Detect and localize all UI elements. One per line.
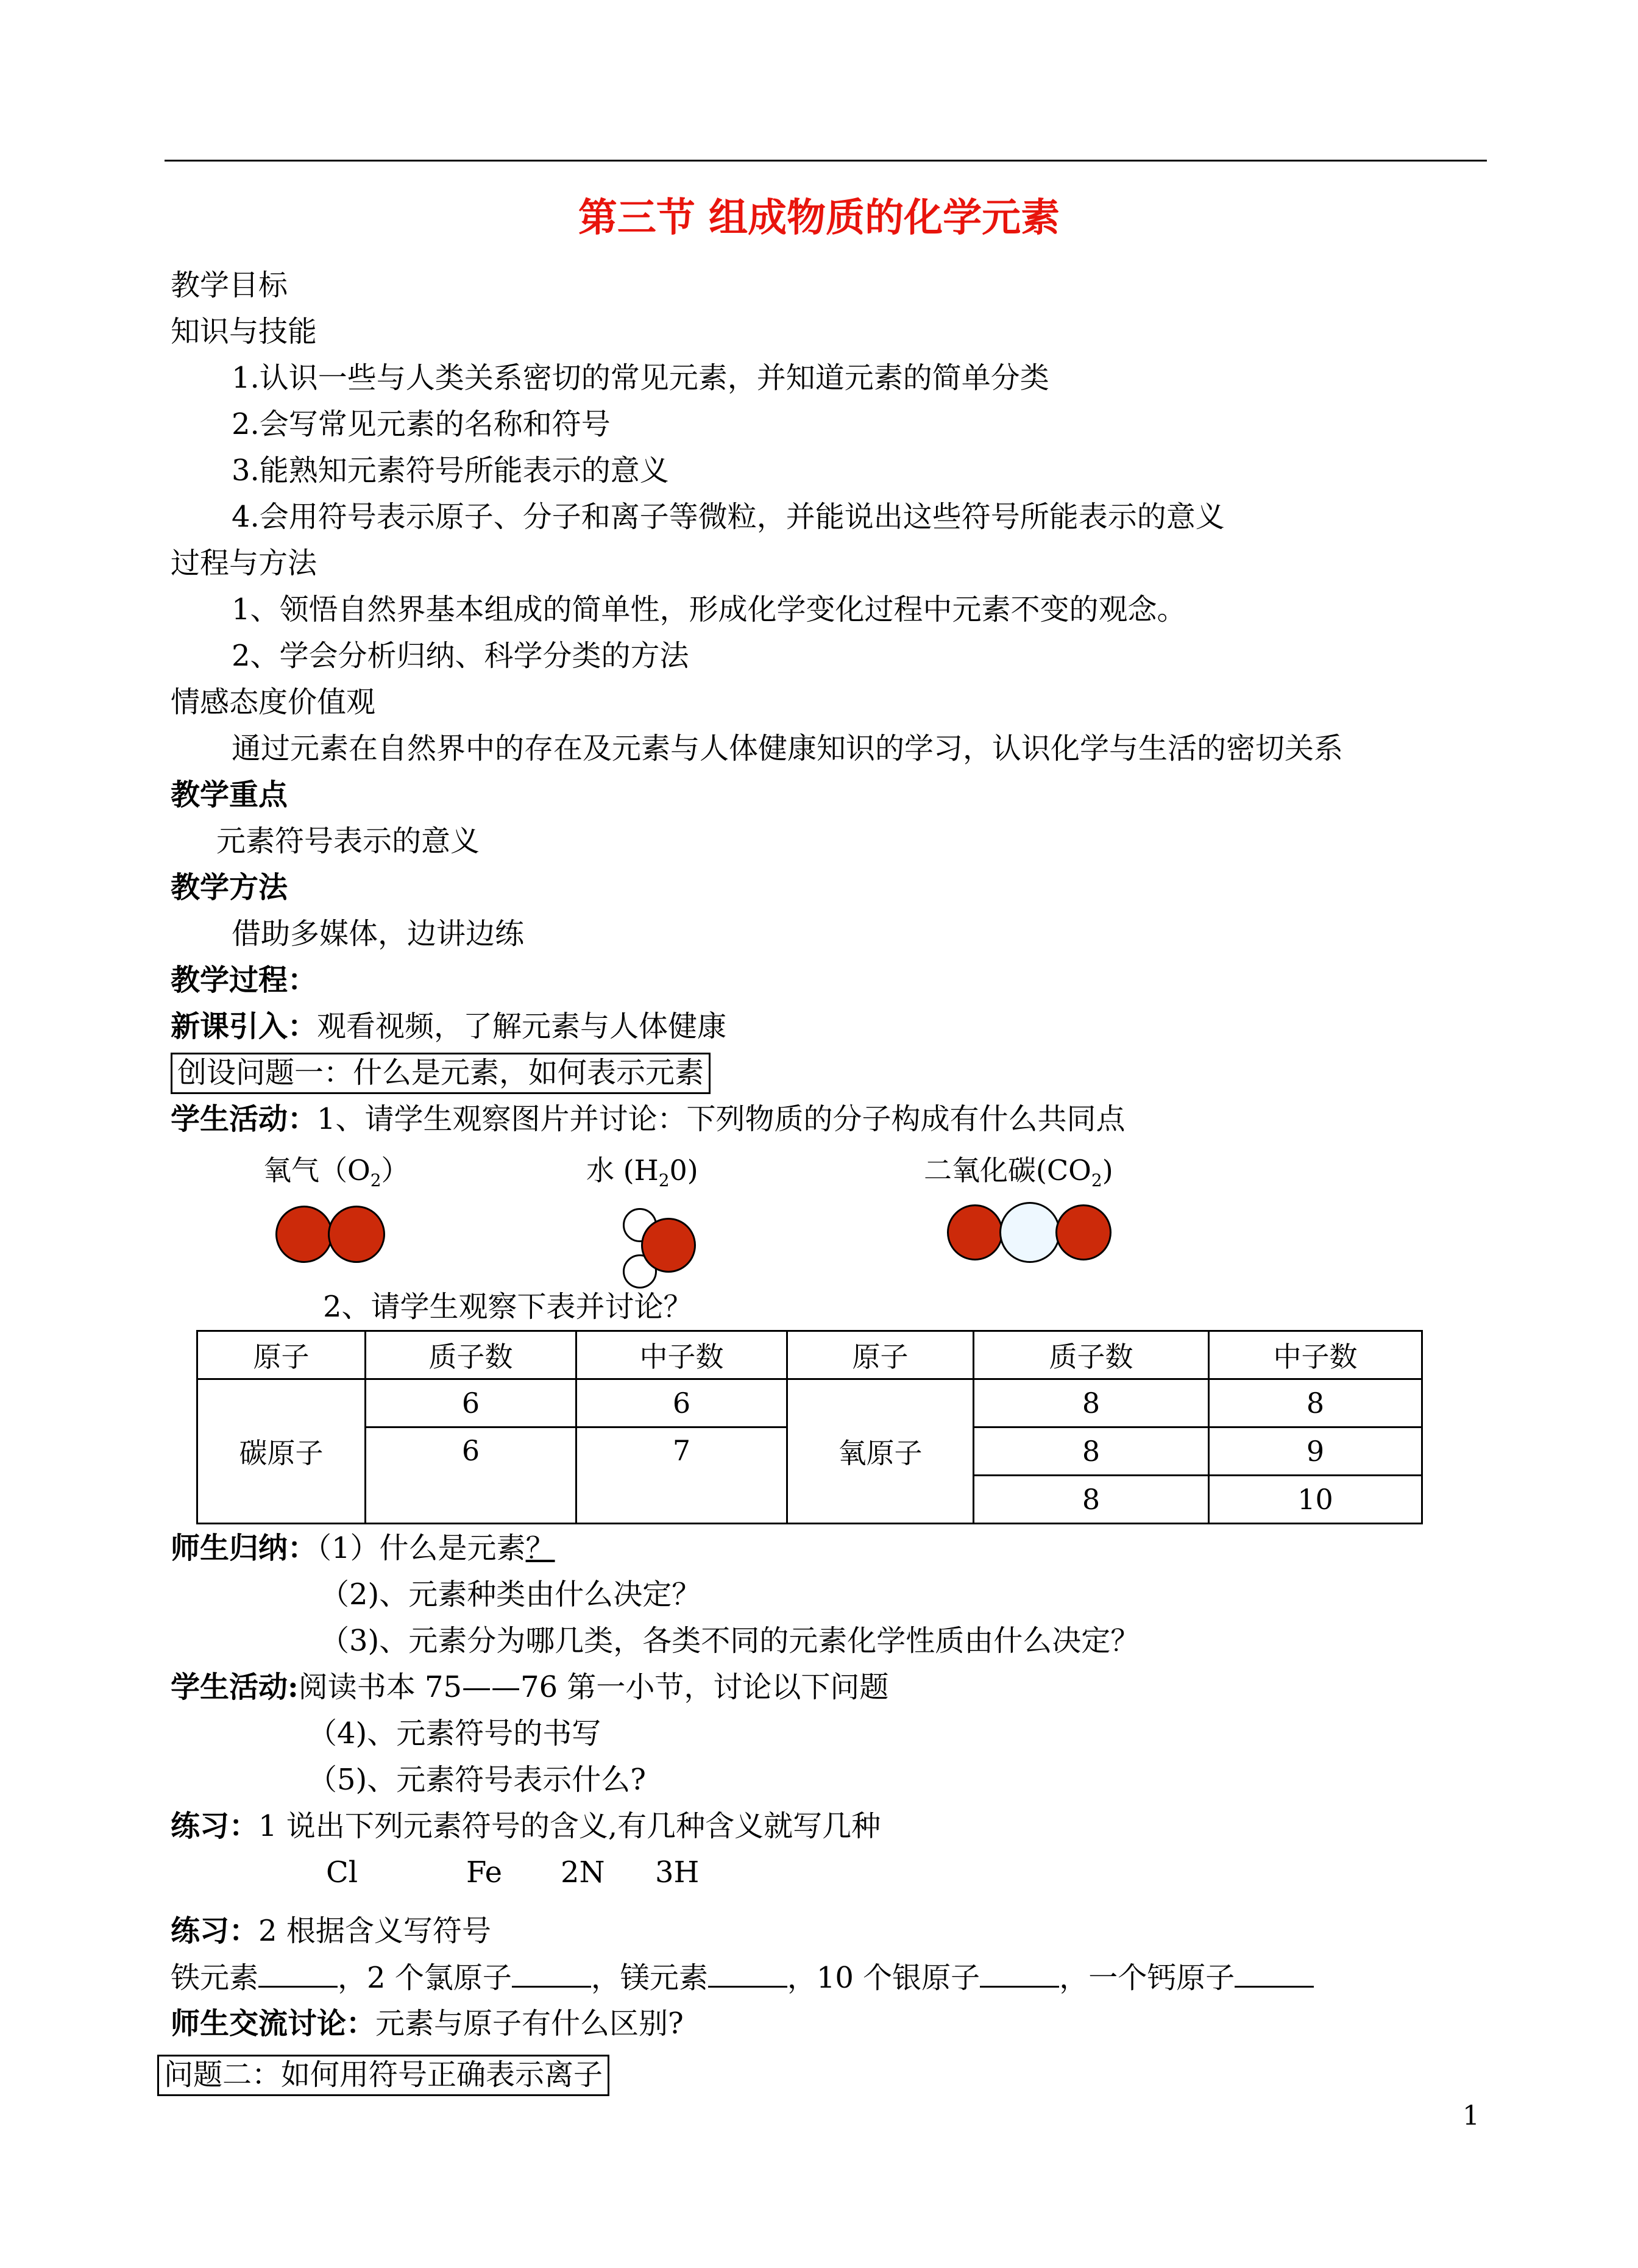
table-cell: 7	[576, 1427, 787, 1524]
table-header: 中子数	[576, 1331, 787, 1379]
knowledge-item: 4.会用符号表示原子、分子和离子等微粒，并能说出这些符号所能表示的意义	[232, 500, 1225, 534]
objectives-heading: 教学目标	[171, 268, 288, 302]
symbol: Fe	[466, 1855, 503, 1889]
page-title: 第三节 组成物质的化学元素	[578, 195, 1060, 241]
exercise-two-item: ，2 个氯原子	[338, 1961, 512, 1995]
oxygen-atom-circle	[328, 1206, 385, 1263]
question-one	[171, 1054, 711, 1091]
exercise-two-item: ，镁元素	[590, 1961, 708, 1995]
exercise-two-item: ，10 个银原子	[787, 1961, 980, 1995]
question-two-box: 问题二：如何用符号正确表示离子	[157, 2055, 609, 2096]
table-header: 原子	[197, 1331, 366, 1379]
question-one-box: 创设问题一：什么是元素，如何表示元素	[171, 1053, 711, 1094]
process-item: 1、领悟自然界基本组成的简单性，形成化学变化过程中元素不变的观念。	[232, 592, 1186, 627]
discussion-text: 元素与原子有什么区别?	[375, 2007, 684, 2041]
oxygen-label: 氧气$(O_2)$	[263, 1154, 410, 1191]
method-heading: 教学方法	[171, 870, 288, 905]
answer-blank[interactable]	[512, 1959, 591, 1988]
emotion-heading: 情感态度价值观	[171, 685, 376, 719]
table-row	[197, 1379, 1422, 1427]
summary-q3: （3)、元素分为哪几类，各类不同的元素化学性质由什么决定？	[320, 1624, 1140, 1658]
atom-table	[196, 1330, 1423, 1524]
exercise-one-text: 1 说出下列元素符号的含义,有几种含义就写几种	[258, 1809, 881, 1843]
activity-two-text: 2、请学生观察下表并讨论？	[323, 1290, 693, 1324]
symbol: Cl	[326, 1855, 358, 1889]
carbon-atom-cell: 碳原子	[197, 1379, 366, 1524]
exercise-one-line	[171, 1808, 881, 1844]
water-label: 水 $(H_20)$	[586, 1154, 698, 1191]
question-two	[157, 2056, 609, 2093]
answer-blank[interactable]	[980, 1959, 1059, 1988]
intro-line	[171, 1008, 726, 1045]
table-cell: 8	[974, 1476, 1209, 1524]
exercise-two-item: 铁元素	[171, 1961, 259, 1995]
symbol: 2N	[561, 1855, 605, 1889]
exercise-two-items	[171, 1959, 1314, 1996]
table-header: 原子	[787, 1331, 974, 1379]
key-points-text: 元素符号表示的意义	[216, 824, 480, 858]
table-cell: 10	[1209, 1476, 1422, 1524]
knowledge-item: 1.认识一些与人类关系密切的常见元素，并知道元素的简单分类	[232, 361, 1049, 395]
table-header-row	[197, 1331, 1422, 1379]
activity-one-text: 1、请学生观察图片并讨论：下列物质的分子构成有什么共同点	[317, 1102, 1126, 1136]
method-text: 借助多媒体，边讲边练	[232, 917, 525, 951]
activity-three-q4: （4)、元素符号的书写	[308, 1716, 601, 1751]
table-header: 质子数	[366, 1331, 576, 1379]
summary-label: 师生归纳：	[171, 1531, 317, 1565]
discussion-label: 师生交流讨论：	[171, 2007, 376, 2041]
answer-blank[interactable]	[1235, 1959, 1314, 1988]
knowledge-item: 2.会写常见元素的名称和符号	[232, 407, 611, 441]
table-cell: 6	[366, 1427, 576, 1524]
symbol: 3H	[655, 1855, 700, 1889]
table-header: 质子数	[974, 1331, 1209, 1379]
table-cell: 8	[1209, 1379, 1422, 1427]
table-cell: 8	[974, 1427, 1209, 1476]
oxygen-atom-circle	[1055, 1204, 1112, 1260]
page-number: 1	[1462, 2100, 1480, 2131]
emotion-text: 通过元素在自然界中的存在及元素与人体健康知识的学习，认识化学与生活的密切关系	[232, 731, 1344, 766]
discussion-line	[171, 2005, 684, 2042]
exercise-two-label: 练习：	[171, 1914, 259, 1948]
summary-line	[171, 1530, 555, 1566]
oxygen-atom-circle	[275, 1206, 333, 1263]
oxygen-atom-circle	[947, 1204, 1003, 1260]
activity-three-text: 阅读书本 75——76 第一小节，讨论以下问题	[298, 1670, 889, 1704]
activity-one-label: 学生活动：	[171, 1102, 317, 1136]
activity-three-q5: （5)、元素符号表示什么?	[308, 1763, 647, 1797]
exercise-two-text: 2 根据含义写符号	[258, 1914, 491, 1948]
exercise-two-item: ，一个钙原子	[1059, 1961, 1235, 1995]
activity-one-line	[171, 1101, 1126, 1137]
knowledge-item: 3.能熟知元素符号所能表示的意义	[232, 453, 669, 488]
knowledge-heading: 知识与技能	[171, 315, 317, 349]
intro-text: 观看视频，了解元素与人体健康	[317, 1009, 727, 1043]
summary-q1: （1）什么是元素	[317, 1531, 526, 1565]
oxygen-atom-circle	[641, 1218, 696, 1273]
header-rule	[165, 160, 1487, 162]
summary-q2: （2)、元素种类由什么决定？	[320, 1577, 701, 1612]
co2-label: 二氧化碳$(CO_2)$	[924, 1154, 1113, 1191]
answer-blank[interactable]	[258, 1959, 338, 1988]
intro-label: 新课引入：	[171, 1009, 317, 1043]
table-cell: 6	[576, 1379, 787, 1427]
activity-three-line	[171, 1669, 888, 1705]
exercise-one-label: 练习：	[171, 1809, 259, 1843]
exercise-two-line	[171, 1913, 491, 1949]
table-cell: 6	[366, 1379, 576, 1427]
table-cell: 8	[974, 1379, 1209, 1427]
process-heading: 过程与方法	[171, 546, 317, 580]
process-item: 2、学会分析归纳、科学分类的方法	[232, 639, 689, 673]
activity-three-label: 学生活动:	[171, 1670, 299, 1704]
process-section-heading: 教学过程：	[171, 963, 317, 997]
carbon-atom-circle	[999, 1202, 1060, 1263]
table-header: 中子数	[1209, 1331, 1422, 1379]
summary-q1-mark: ？	[525, 1531, 555, 1565]
oxygen-atom-cell: 氧原子	[787, 1379, 974, 1524]
table-cell: 9	[1209, 1427, 1422, 1476]
key-points-heading: 教学重点	[171, 778, 288, 812]
answer-blank[interactable]	[708, 1959, 787, 1988]
